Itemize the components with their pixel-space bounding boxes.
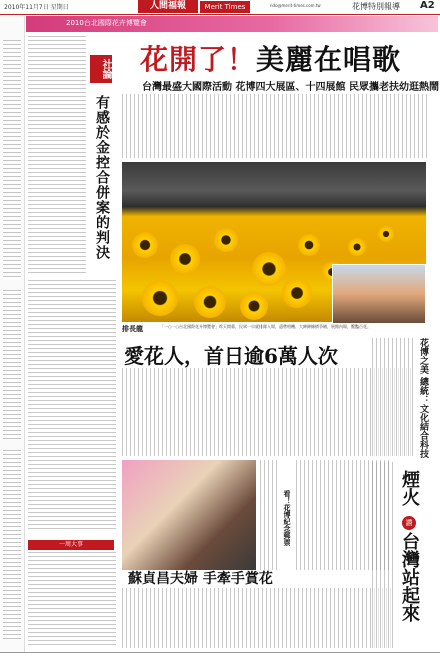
editorial-tag: 社論	[90, 55, 112, 83]
couple-photo	[122, 460, 256, 570]
story2-headline: 愛花人，首日逾6萬人次	[124, 344, 338, 368]
editorial-title: 有感於金控合併案的判決	[94, 95, 110, 260]
contact-email: ndo@merit-times.com.tw	[270, 3, 321, 8]
praise-badge: 讚	[402, 516, 416, 530]
section-name: 花博特別報導	[352, 2, 400, 11]
expo-banner-title: 2010台北國際花卉博覽會	[66, 19, 147, 27]
headline-black: 美麗在唱歌	[256, 43, 402, 76]
stamp-story-title: 看！花博紀念郵票	[283, 490, 292, 546]
index-text-block	[3, 450, 21, 640]
headline-red: 花開了！	[140, 43, 257, 76]
week-events-tag: 一周大事	[28, 540, 114, 550]
index-text-block	[3, 290, 21, 440]
week-events-body	[28, 552, 116, 648]
page-footer	[0, 652, 440, 664]
issue-date: 2010年11月7日 星期日	[4, 4, 69, 11]
fireworks-subtitle: 台灣站起來	[399, 532, 420, 622]
fireworks-title: 煙火	[399, 470, 420, 506]
sidebar-story-title: 花博之美 總統：文化結合科技	[418, 338, 428, 459]
photo-caption-tag: 排長龍	[122, 324, 143, 333]
page-number: A2	[420, 0, 435, 11]
main-article-body	[122, 94, 428, 158]
main-headline	[140, 38, 401, 78]
couple-story-body-continued	[122, 588, 392, 648]
index-text-block	[3, 40, 21, 280]
fireworks-body	[372, 462, 394, 648]
sidebar-story-body	[372, 338, 416, 456]
story2-body	[122, 368, 414, 456]
newspaper-logo: 人間福報	[138, 0, 198, 13]
couple-story-headline: 蘇貞昌夫婦 手牽手賞花	[128, 571, 273, 587]
merit-times-label: Merit Times	[200, 1, 250, 13]
main-subhead: 台灣最盛大國際活動 花博四大展區、十四展館 民眾攜老扶幼逛熱鬧	[142, 82, 439, 93]
crowd-inset-photo	[332, 264, 426, 324]
stamp-story-body	[260, 460, 280, 570]
editorial-body	[28, 36, 86, 276]
photo-caption: 「一○一○台北國際花卉博覽會」昨天開幕，民眾一早就排隊入場，還帶相機、大陣陣擁擠爭睹，展館內場，驚豔百花。	[160, 324, 371, 329]
editorial-body-continued	[28, 280, 116, 530]
